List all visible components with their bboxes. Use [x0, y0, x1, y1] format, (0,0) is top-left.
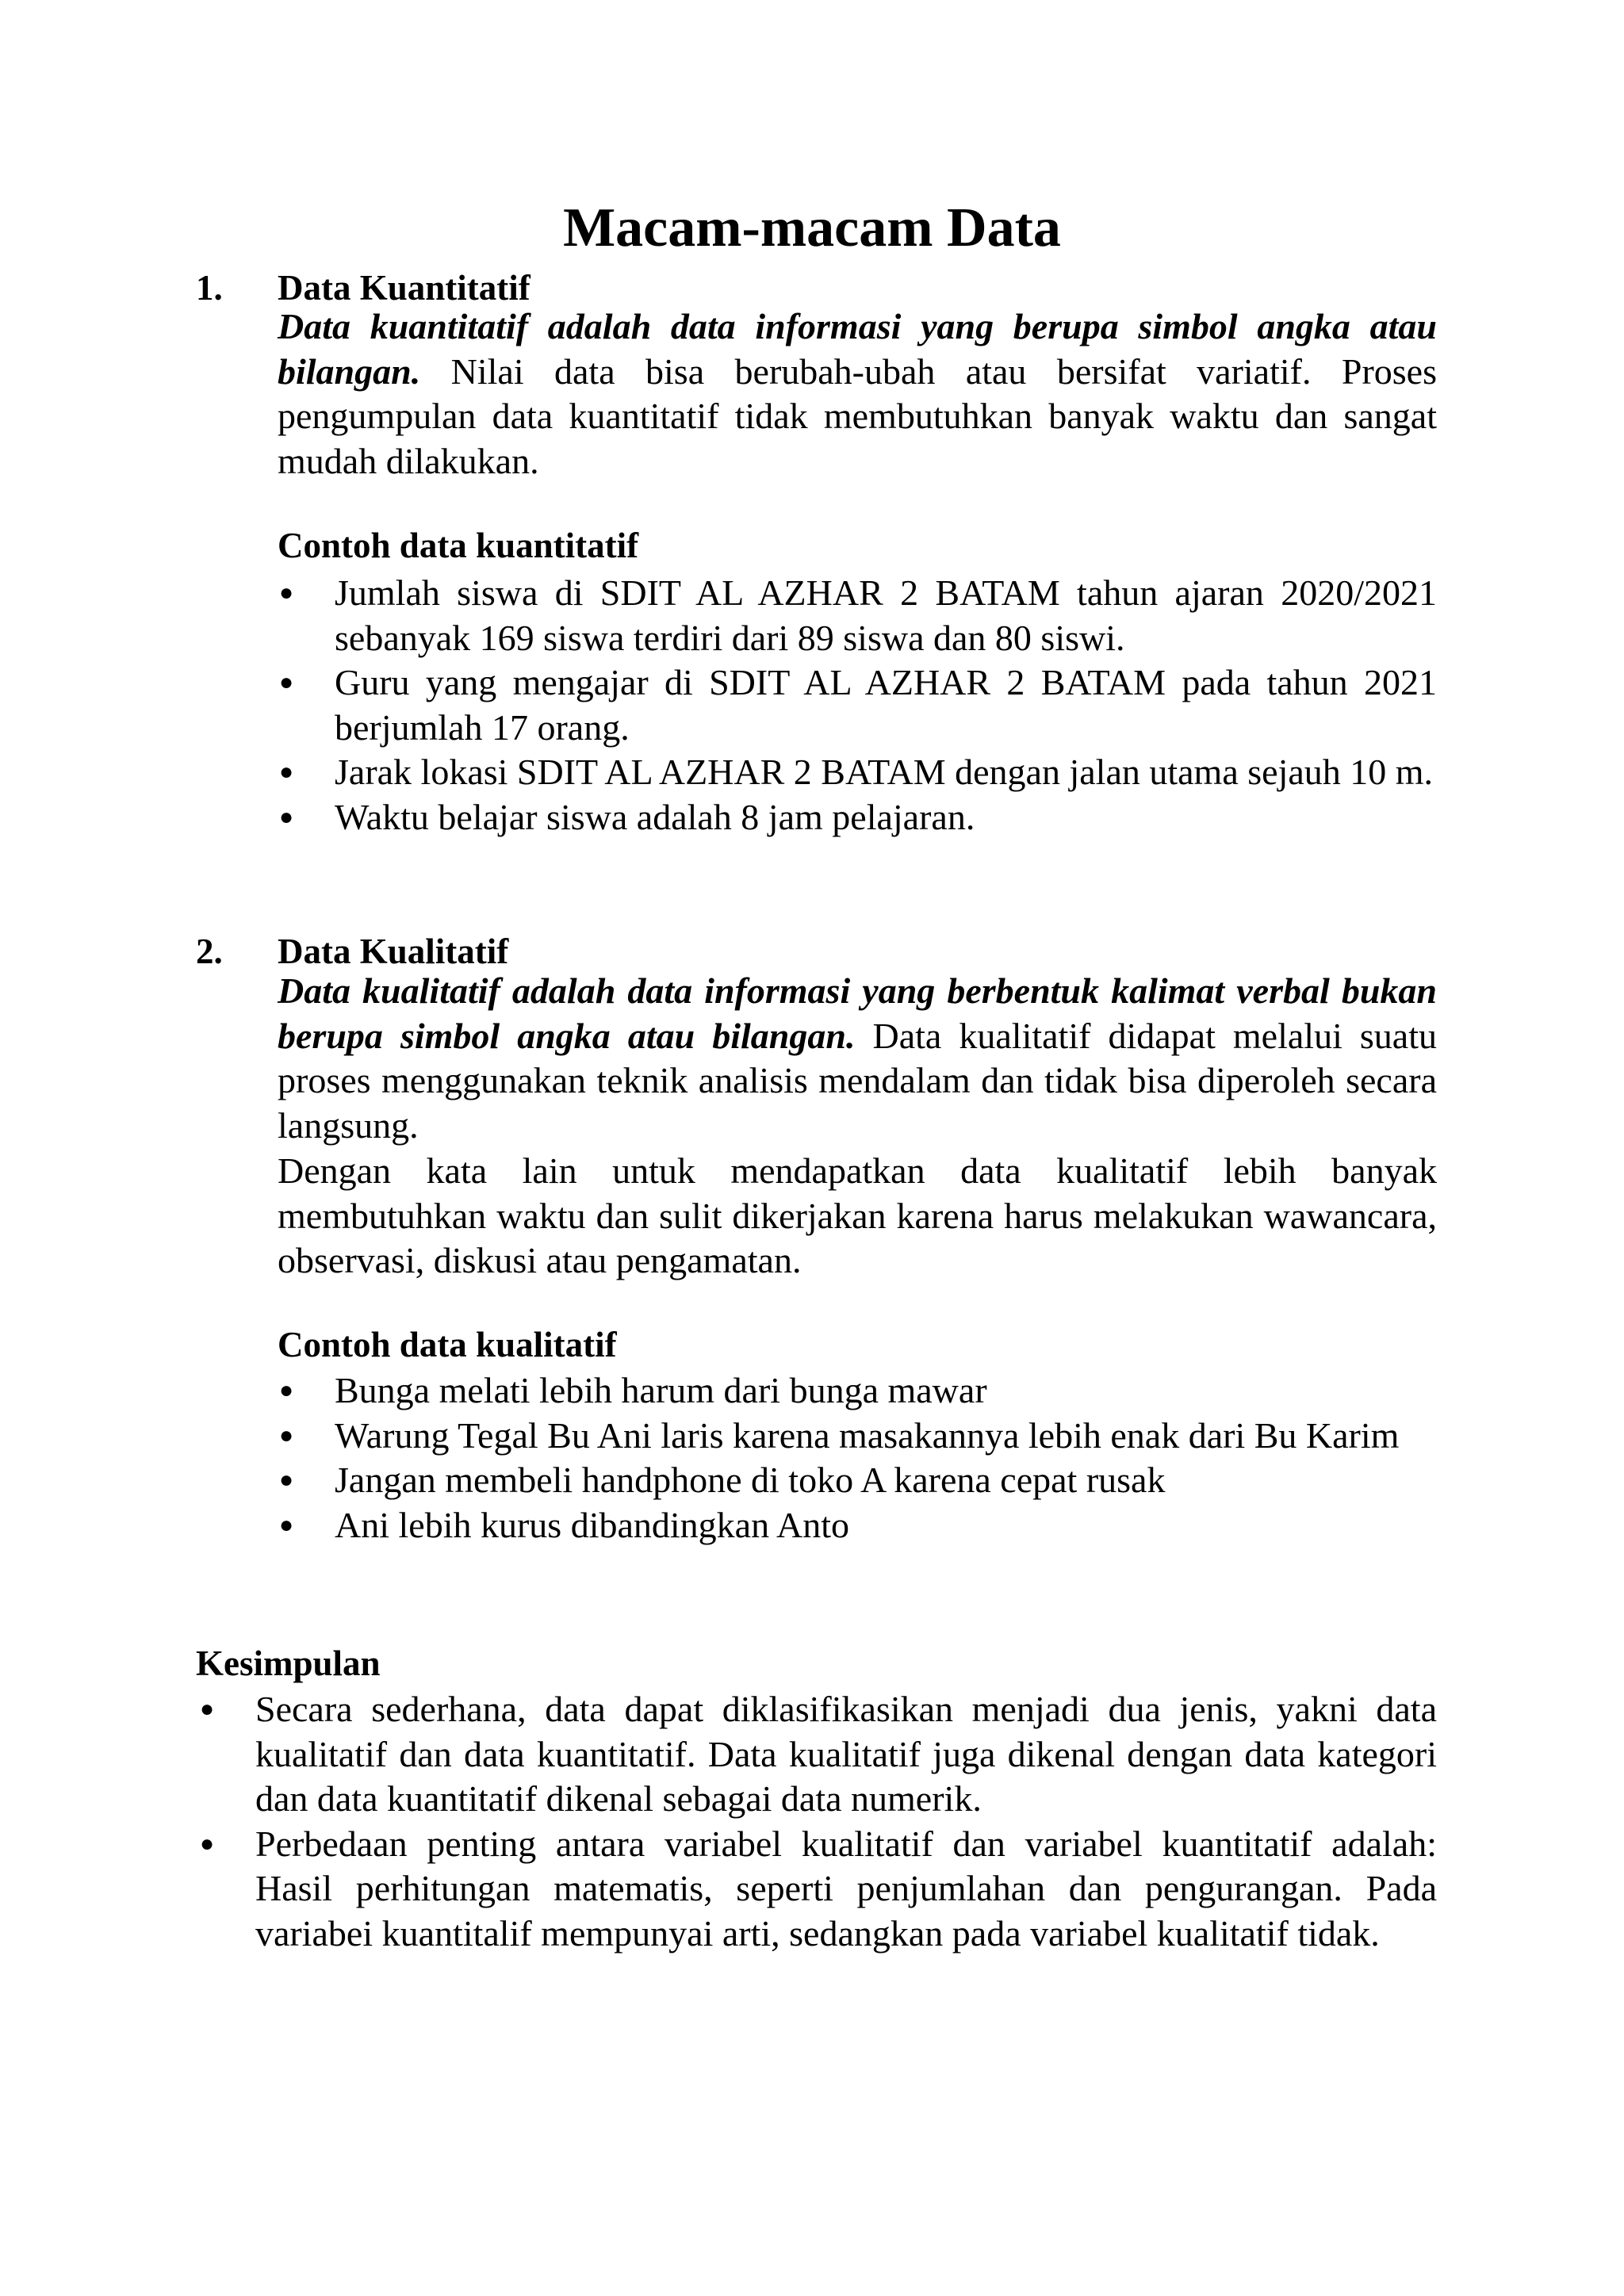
example-list-kualitatif — [279, 1368, 1437, 1548]
example-list-kuantitatif — [279, 571, 1437, 840]
bullet-icon: ● — [279, 759, 294, 785]
list-item: ● Guru yang mengajar di SDIT AL AZHAR 2 BATAM pada tahun 2021 berjumlah 17 orang. — [279, 662, 1437, 748]
bullet-icon: ● — [279, 1422, 294, 1448]
conclusion-heading: Kesimpulan — [196, 1644, 381, 1683]
section-heading-kuantitatif: Data Kuantitatif — [278, 268, 530, 308]
list-item: ● Jangan membeli handphone di toko A karena cepat rusak — [335, 1458, 1437, 1503]
example-heading-kuantitatif: Contoh data kuantitatif — [278, 526, 639, 565]
bullet-icon: ● — [279, 669, 294, 695]
bullet-icon: ● — [279, 580, 294, 606]
section-heading-kualitatif: Data Kualitatif — [278, 932, 509, 971]
definition-kualitatif: Data kualitatif adalah data informasi yang berbentuk kalimat verbal bukan berupa simbol angka atau bilangan. — [278, 970, 1437, 1056]
list-item: ● Perbedaan penting antara variabel kualitatif dan variabel kuantitatif adalah: Hasil perhitungan matematis, seperti penjumlahan dan pengurangan. Pada variabei kuantitalif mempunyai arti, sedangkan pada variabel kualitatif tidak. — [200, 1823, 1437, 1954]
list-item: ● Secara sederhana, data dapat diklasifikasikan menjadi dua jenis, yakni data kualitatif dan data kuantitatif. Data kualitatif juga dikenal dengan data kategori dan data kuantitatif dikenal sebagai data numerik. — [200, 1689, 1437, 1819]
list-item: ● Warung Tegal Bu Ani laris karena masakannya lebih enak dari Bu Karim — [335, 1414, 1437, 1459]
body-kuantitatif: Nilai data bisa berubah-ubah atau bersifat variatif. Proses pengumpulan data kuantitatif tidak membutuhkan banyak waktu dan sangat mudah dilakukan. — [278, 350, 1437, 481]
bullet-icon: ● — [200, 1696, 215, 1722]
conclusion-list — [200, 1687, 1437, 1956]
list-item: ● Jarak lokasi SDIT AL AZHAR 2 BATAM dengan jalan utama sejauh 10 m. — [335, 750, 1437, 795]
bullet-icon: ● — [279, 1467, 294, 1493]
section-paragraph-kualitatif-2: Dengan kata lain untuk mendapatkan data kualitatif lebih banyak membutuhkan waktu dan sulit dikerjakan karena harus melakukan wawancara, observasi, diskusi atau pengamatan. — [278, 1150, 1437, 1280]
list-item: ● Jumlah siswa di SDIT AL AZHAR 2 BATAM tahun ajaran 2020/2021 sebanyak 169 siswa terdiri dari 89 siswa dan 80 siswi. — [279, 572, 1437, 658]
list-item: ● Waktu belajar siswa adalah 8 jam pelajaran. — [335, 795, 1437, 840]
section-paragraph-kualitatif — [278, 969, 1437, 1148]
section-paragraph-kuantitatif — [278, 304, 1437, 484]
section-number-2: 2. — [196, 932, 223, 971]
body-kualitatif: Data kualitatif didapat melalui suatu proses menggunakan teknik analisis mendalam dan tidak bisa diperoleh secara langsung. — [278, 1015, 1437, 1146]
bullet-icon: ● — [279, 1511, 294, 1538]
section-number-1: 1. — [196, 268, 223, 308]
bullet-icon: ● — [279, 1377, 294, 1403]
bullet-icon: ● — [200, 1830, 215, 1857]
example-heading-kualitatif: Contoh data kualitatif — [278, 1325, 617, 1364]
bullet-icon: ● — [279, 803, 294, 830]
list-item: ● Bunga melati lebih harum dari bunga mawar — [335, 1368, 1437, 1414]
definition-kuantitatif: Data kuantitatif adalah data informasi yang berupa simbol angka atau bilangan. — [278, 306, 1437, 392]
list-item: ● Ani lebih kurus dibandingkan Anto — [335, 1503, 1437, 1548]
page-title: Macam-macam Data — [563, 197, 1061, 258]
